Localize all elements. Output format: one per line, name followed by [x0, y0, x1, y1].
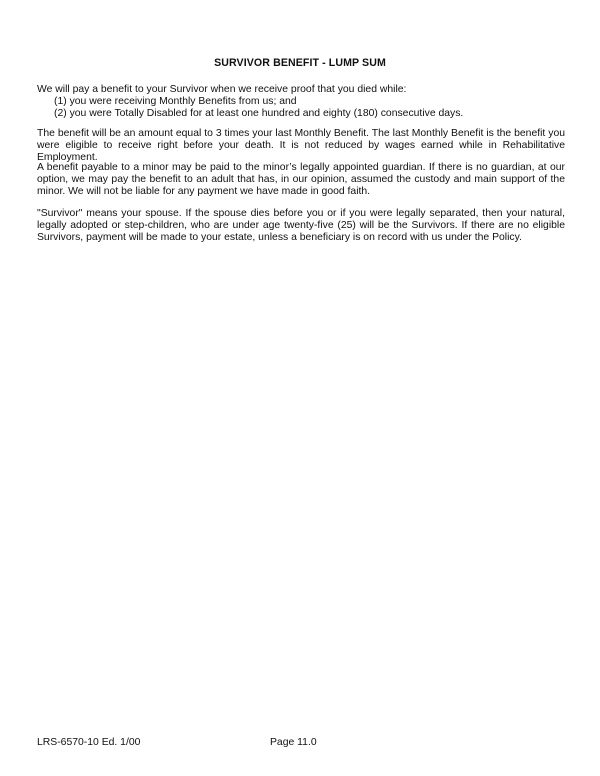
conditions-list [37, 96, 565, 120]
survivor-definition-section [37, 208, 565, 244]
benefit-amount-section [37, 128, 565, 164]
intro-paragraph: We will pay a benefit to your Survivor when we receive proof that you died while: [37, 84, 407, 95]
condition-item-2: (2) you were Totally Disabled for at least one hundred and eighty (180) consecutive days. [54, 108, 464, 119]
minor-payment-section [37, 162, 565, 198]
minor-payment-paragraph: A benefit payable to a minor may be paid to the minor’s legally appointed guardian. If there is no guardian, at our option, we may pay the benefit to an adult that has, in our opinion, assumed the custody and main support of the minor. We will not be liable for any payment we have made in good faith. [37, 162, 565, 197]
intro-section [37, 84, 565, 120]
page-title: SURVIVOR BENEFIT - LUMP SUM [214, 57, 386, 69]
survivor-definition-paragraph: "Survivor" means your spouse. If the spouse dies before you or if you were legally separated, then your natural, legally adopted or step-children, who are under age twenty-five (25) will be the Survivors. If there are no eligible Survivors, payment will be made to your estate, unless a beneficiary is on record with us under the Policy. [37, 208, 565, 243]
benefit-amount-paragraph: The benefit will be an amount equal to 3 times your last Monthly Benefit. The last Monthly Benefit is the benefit you were eligible to receive right before your death. It is not reduced by wages earned while in Rehabilitative Employment. [37, 128, 565, 163]
condition-item-1: (1) you were receiving Monthly Benefits from us; and [54, 96, 297, 107]
form-number: LRS-6570-10 Ed. 1/00 [37, 737, 141, 748]
page-number: Page 11.0 [270, 737, 317, 748]
